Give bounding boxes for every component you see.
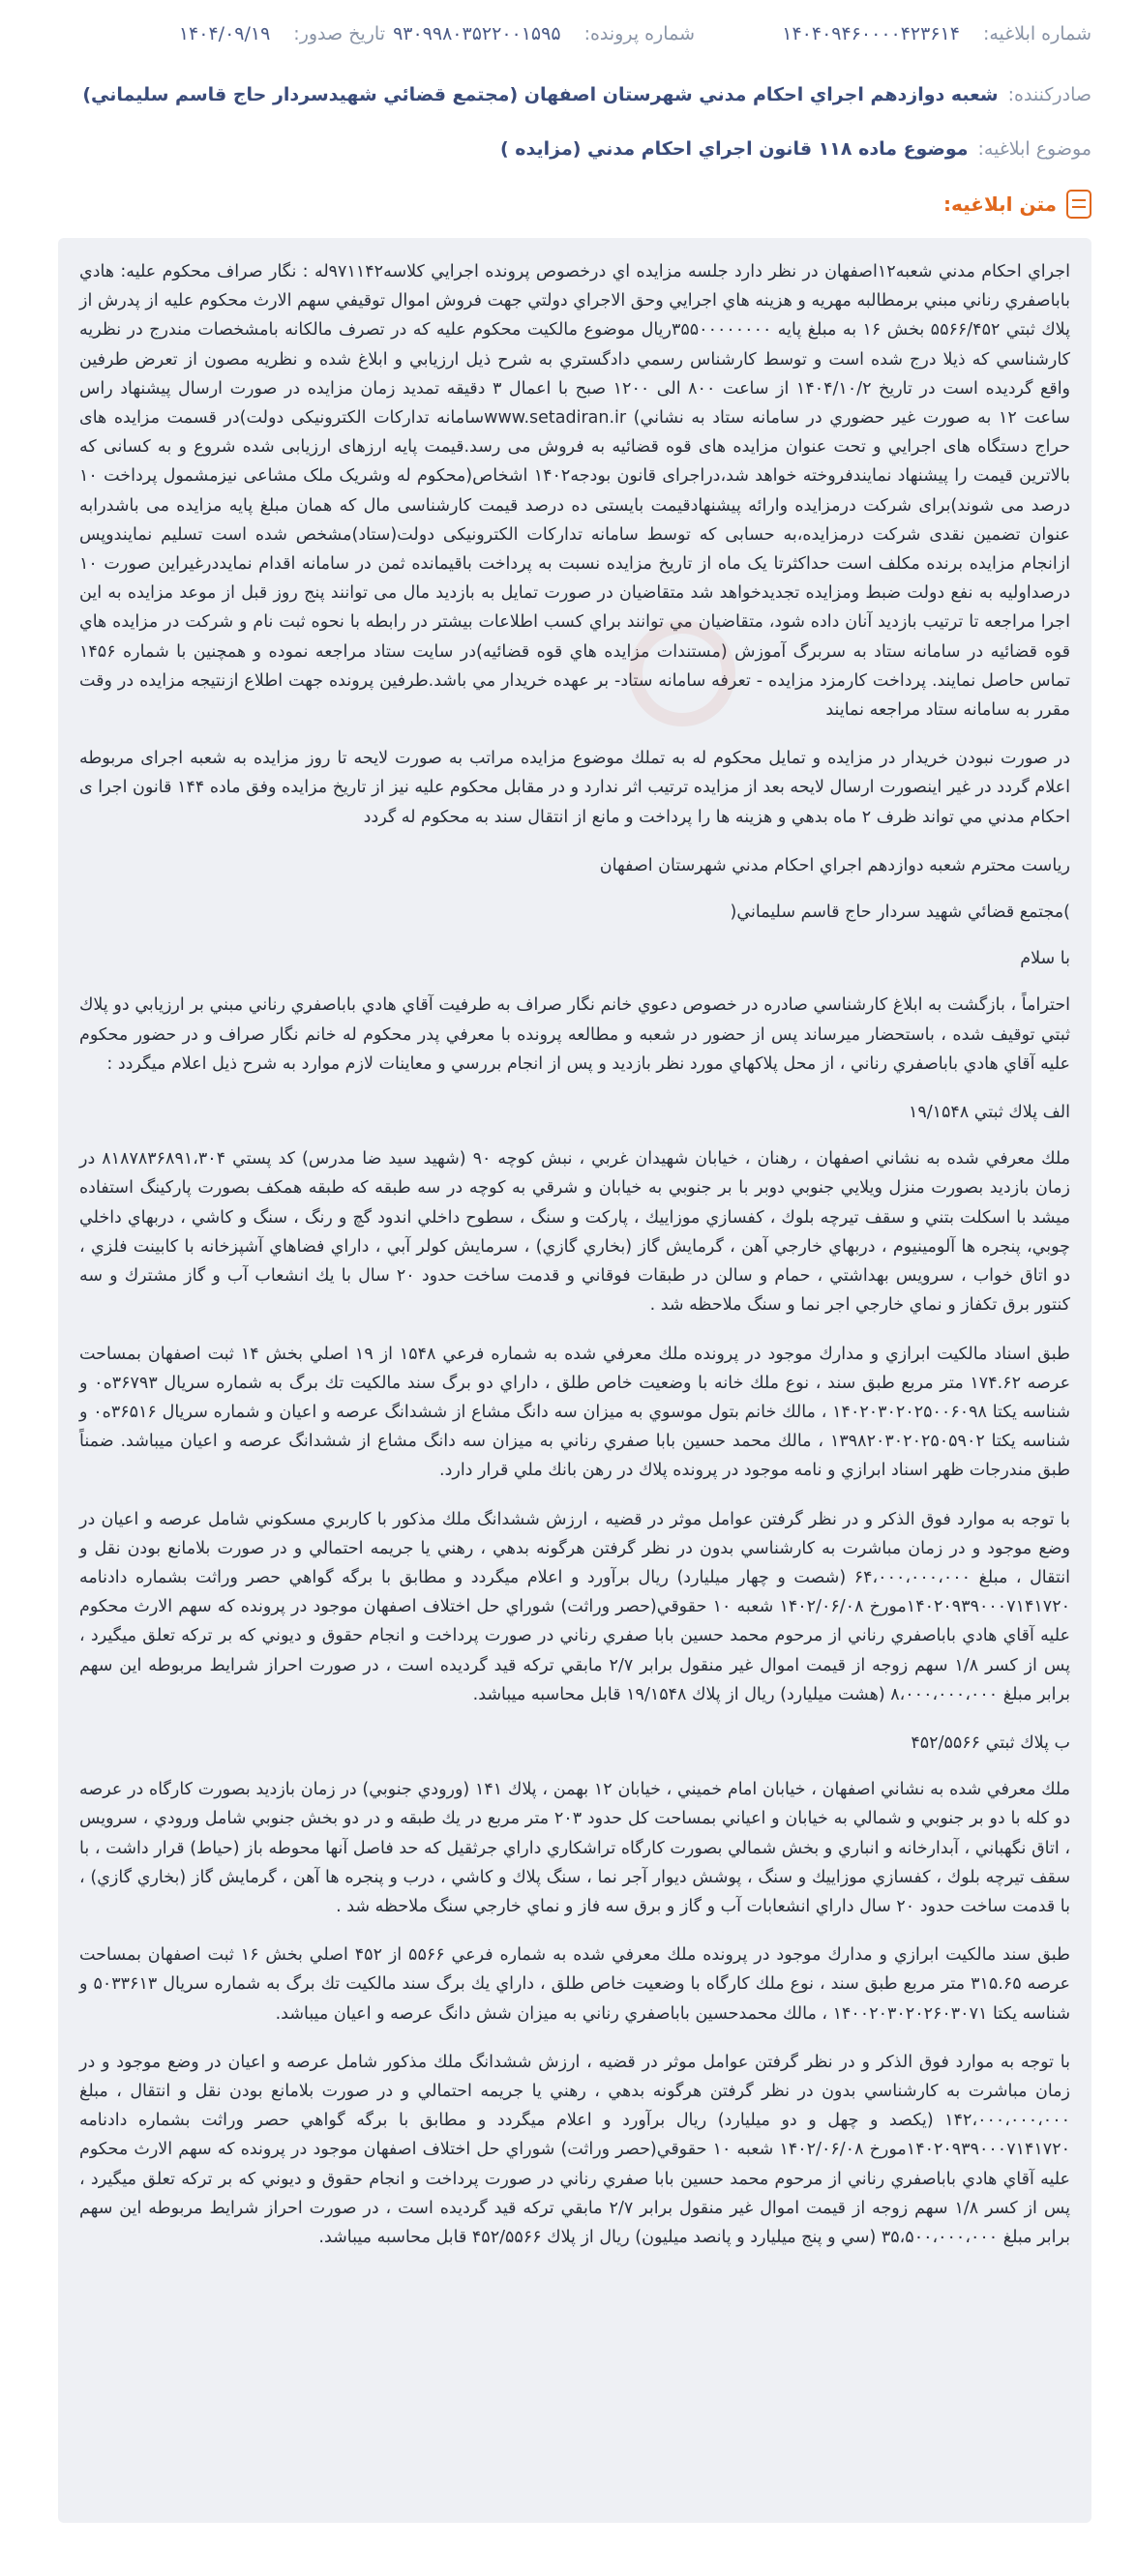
- paragraph-plot-a-valuation: با توجه به موارد فوق الذكر و در نظر گرفتن عوامل موثر در قضيه ، ارزش ششدانگ ملك مذكور با كاربري مسكوني شامل عرصه و اعيان در وضع موجود و در زمان مباشرت به كارشناسي بدون در نظر گرفتن هرگونه بدهي ، رهني يا جريمه احتمالي و در صورت بلامانع بودن نقل و انتقال ، مبلغ ۶۴،۰۰۰،۰۰۰،۰۰۰ (شصت و چهار ميليارد) ريال برآورد و اعلام ميگردد و مطابق با برگه گواهي حصر وراثت بشماره دادنامه ۱۴۰۲۰۹۳۹۰۰۰۷۱۴۱۷۲۰مورخ ۱۴۰۲/۰۶/۰۸ شعبه ۱۰ حقوقي(حصر وراثت) شوراي حل اختلاف اصفهان موجود در پرونده كه سهم الارث محكوم عليه آقاي هادي باباصفري رناني از مرحوم محمد حسين بابا صفري رناني در صورت پرداخت و انجام حقوق و ديوني كه بر تركه تعلق ميگيرد ، پس از كسر ۱/۸ سهم زوجه از قيمت اموال غير منقول برابر ۲/۷ مابقي تركه قيد گرديده است ، در صورت احراز شرايط مربوطه اين سهم برابر مبلغ ۸،۰۰۰،۰۰۰،۰۰۰ (هشت ميليارد) ريال از پلاك ۱۹/۱۵۴۸ قابل محاسبه ميباشد.: [79, 1509, 1071, 1704]
- notice-number: ۱۴۰۴۰۹۴۶۰۰۰۰۴۲۳۶۱۴: [782, 23, 960, 44]
- issuer: شعبه دوازدهم اجراي احكام مدني شهرستان اصفهان (مجتمع قضائي شهيدسردار حاج قاسم سليماني): [82, 84, 999, 105]
- paragraph-no-buyer: در صورت نبودن خريدار در مزايده و تمايل محكوم له به تملك موضوع مزايده مراتب به صورت لايحه تا روز مزايده به شعبه اجرای مربوطه اعلام گردد در غير اينصورت ارسال لايحه بعد از مزايده ترتيب اثر ندارد و در مقابل محكوم عليه نيز از تاريخ مزايده وفق ماده ۱۴۴ قانون اجرا ی احكام مدني مي تواند ظرف ۲ ماه بدهي و هزينه ها را پرداخت و مانع از انتقال سند به محكوم له گردد: [79, 749, 1070, 827]
- issuer-label: صادرکننده:: [1007, 84, 1091, 105]
- heading-plot-a: الف پلاك ثبتي ۱۹/۱۵۴۸: [908, 1103, 1070, 1123]
- issue-date: ۱۴۰۴/۰۹/۱۹: [178, 23, 271, 44]
- paragraph-plot-b-valuation: با توجه به موارد فوق الذكر و در نظر گرفتن عوامل موثر در قضيه ، ارزش ششدانگ ملك مذكور شامل عرصه و اعيان در وضع موجود و در زمان مباشرت به كارشناسي بدون در نظر گرفتن هرگونه بدهي ، رهني يا جريمه احتمالي و در صورت بلامانع بودن نقل و انتقال ، مبلغ ۱۴۲،۰۰۰،۰۰۰،۰۰۰ (يكصد و چهل و دو ميليارد) ريال برآورد و اعلام ميگردد و مطابق با برگه گواهي حصر وراثت بشماره دادنامه ۱۴۰۲۰۹۳۹۰۰۰۷۱۴۱۷۲۰مورخ ۱۴۰۲/۰۶/۰۸ شعبه ۱۰ حقوقي(حصر وراثت) شوراي حل اختلاف اصفهان موجود در پرونده كه سهم الارث محكوم عليه آقاي هادي باباصفري رناني از مرحوم محمد حسين بابا صفري رناني در صورت پرداخت و انجام حقوق و ديوني كه بر تركه تعلق ميگيرد ، پس از كسر ۱/۸ سهم زوجه از قيمت اموال غير منقول برابر ۲/۷ مابقي تركه قيد گرديده است ، در صورت احراز شرايط مربوطه اين سهم برابر مبلغ ۳۵،۵۰۰،۰۰۰،۰۰۰ (سي و پنج ميليارد و پانصد ميليون) ريال از پلاك ۴۵۲/۵۵۶۶ قابل محاسبه ميباشد.: [79, 2052, 1071, 2247]
- paragraph-greeting: با سلام: [1020, 949, 1070, 969]
- paragraph-addressee: رياست محترم شعبه دوازدهم اجراي احكام مدني شهرستان اصفهان: [599, 855, 1070, 875]
- case-number-label: شماره پرونده:: [583, 23, 695, 44]
- notice-text-title: متن ابلاغیه:: [942, 192, 1057, 216]
- paragraph-complex: )مجتمع قضائي شهيد سردار حاج قاسم سليماني(: [730, 903, 1070, 923]
- document-icon: [1066, 190, 1091, 219]
- meta-numbers-row: [58, 0, 1091, 68]
- heading-plot-b: ب پلاك ثبتي ۴۵۲/۵۵۶۶: [911, 1732, 1070, 1753]
- issue-date-label: تاریخ صدور:: [293, 23, 385, 44]
- paragraph-auction-terms: اجراي احكام مدني شعبه۱۲اصفهان در نظر دارد جلسه مزايده اي درخصوص پرونده اجرايي كلاسه۹۷۱۱۴۲له : نگار صراف محكوم عليه: هادي باباصفري رناني مبني برمطالبه مهريه و هزينه هاي اجرايي وحق الاجراي دولتي جهت فروش اموال توقيفي سهم الارث محكوم عليه از پدرش از پلاك ثبتي ۵۵۶۶/۴۵۲ بخش ۱۶ به مبلغ پايه ۳۵۵۰۰۰۰۰۰۰۰ريال موضوع مالكيت محكوم عليه كه در تصرف مالكانه بامشخصات مندرج در نظريه كارشناسي كه ذيلا درج شده است و توسط كارشناس رسمي دادگستري به شرح ذيل ارزيابي و ابلاغ شده و نظريه مصون از تعرض طرفين واقع گرديده است در تاريخ ۱۴۰۴/۱۰/۲ از ساعت ۸۰۰ الی ۱۲۰۰ صبح با اعمال ۳ دقيقه تمديد زمان مزايده در صورت ارسال پيشنهاد راس ساعت ۱۲ به صورت غير حضوري در سامانه ستاد به نشاني) www.setadiran.irسامانه تدارکات الکترونیکی دولت)در قسمت مزايده های حراج دستگاه های اجرايي و تحت عنوان مزايده های قوه قضائيه به فروش می رسد.قيمت پايه ارزهای ارزيابی شده شروع و به کسانی که بالاترين قيمت را پيشنهاد نمايندفروخته خواهد شد،دراجرای قانون بودجه۱۴۰۲ اشخاص(محکوم له وشریک ملک مشاعی نیزمشمول پرداخت ۱۰ درصد می شوند)برای شرکت درمزایده وارائه پیشنهادقیمت بایستی ده درصد قيمت كارشناسی مال كه همان مبلغ پايه مزايده می باشدرابه عنوان تضمين نقدی شرکت درمزايده،به حسابی که توسط سامانه تداركات الكترونيكی دولت(ستاد)مشخص شده است تسليم نمايندوپس ازانجام مزايده برنده مكلف است حداكثرتا يک ماه از تاريخ مزايده نسبت به پرداخت باقيمانده ثمن در سامانه اقدام نمايددرغيراين صورت ۱۰ درصداوليه به نفع دولت ضبط ومزايده تجديدخواهد شد متقاضيان در صورت تمايل به بازديد مال می توانند پنج روز قبل از موعد مزايده به اين اجرا مراجعه تا ترتيب بازديد آنان داده شود، متقاضيان مي توانند براي كسب اطلاعات بيشتر در رابطه با نحوه ثبت نام و شركت در مزايده هاي قوه قضائيه در سامانه ستاد به سربرگ آموزش (مستندات مزايده هاي قوه قضائيه)در سايت ستاد مراجعه نموده و همچنين با شماره ۱۴۵۶ تماس حاصل نمايند. پرداخت كارمزد مزايده - تعرفه سامانه ستاد- بر عهده خريدار مي باشد.طرفين پرونده جهت اطلاع ازنتيجه مزايده در وقت مقرر به سامانه ستاد مراجعه نمايند: [79, 262, 1071, 721]
- subject-row: [58, 122, 1091, 176]
- notice-meta: [58, 0, 1091, 176]
- paragraph-intro: احتراماً ، بازگشت به ابلاغ كارشناسي صادره در خصوص دعوي خانم نگار صراف به طرفيت آقاي هادي باباصفري رناني مبني بر ارزيابي دو پلاك ثبتي توقيف شده ، باستحضار ميرساند پس از حضور در شعبه و مطالعه پرونده با معرفي پدر محكوم له خانم نگار صراف و در حضور محكوم عليه آقاي هادي باباصفري رناني ، از محل پلاكهاي مورد نظر بازديد و پس از انجام بررسي و معاينات لازم موارد به شرح ذيل اعلام ميگردد :: [79, 995, 1070, 1074]
- paragraph-plot-b-ownership: طبق سند مالكيت ابرازي و مدارك موجود در پرونده ملك معرفي شده به شماره فرعي ۵۵۶۶ از ۴۵۲ اصلي بخش ۱۶ ثبت اصفهان بمساحت عرصه ۳۱۵.۶۵ متر مربع طبق سند ، نوع ملك كارگاه با وضعيت خاص طلق ، داراي يك برگ سند مالكيت تك برگ به شماره سريال ۵۰۳۳۶۱۳ و شناسه يكتا ۱۴۰۰۲۰۳۰۲۰۲۶۰۳۰۷۱ ، مالك محمدحسين باباصفري رناني به ميزان شش دانگ عرصه و اعيان ميباشد.: [79, 1945, 1070, 2024]
- issuer-row: [58, 68, 1091, 122]
- case-number: ۹۳۰۹۹۸۰۳۵۲۲۰۰۱۵۹۵: [393, 23, 561, 44]
- notice-text-box: [58, 238, 1091, 2523]
- paragraph-plot-a-ownership: طبق اسناد مالكيت ابرازي و مدارك موجود در پرونده ملك معرفي شده به شماره فرعي ۱۵۴۸ از ۱۹ اصلي بخش ۱۴ ثبت اصفهان بمساحت عرصه ۱۷۴.۶۲ متر مربع طبق سند ، نوع ملك خانه با وضعيت خاص طلق ، داراي دو برگ سند مالكيت تك برگ به شماره سريال ۳۶۷۹۳ه۰ و شناسه يكتا ۱۴۰۲۰۳۰۲۰۲۵۰۰۶۰۹۸ ، مالك خانم بتول موسوي به ميزان سه دانگ مشاع از ششدانگ عرصه و اعيان و شماره سريال ۳۶۵۱۶ه۰ و شناسه يكتا ۱۳۹۸۲۰۳۰۲۰۲۵۰۵۹۰۲ ، مالك محمد حسين بابا صفري رناني به ميزان سه دانگ مشاع از ششدانگ عرصه و اعيان ميباشد. ضمناً طبق مندرجات ظهر اسناد ابرازي و نامه موجود در پرونده پلاك در رهن بانك ملي قرار دارد.: [79, 1344, 1071, 1481]
- notice-number-label: شماره ابلاغیه:: [982, 23, 1091, 44]
- subject-label: موضوع ابلاغیه:: [977, 138, 1091, 160]
- paragraph-plot-b-description: ملك معرفي شده به نشاني اصفهان ، خيابان امام خميني ، خيابان ۱۲ بهمن ، پلاك ۱۴۱ (ورودي جنوبي) در زمان بازديد بصورت كارگاه در عرصه دو كله با دو بر جنوبي و شمالي به خيابان و اعياني بمساحت كل حدود ۲۰۳ متر مربع در يك طبقه و در دو بخش جنوبي شامل ورودي ، سرويس ، اتاق نگهباني ، آبدارخانه و انباري و بخش شمالي بصورت كارگاه تراشكاري داراي جرثقيل كه حد فاصل آنها محوطه باز (حياط) قرار داشت ، با سقف تيرچه بلوك ، كفسازي موزاييك و سنگ ، پوشش ديوار آجر نما ، سنگ پلاك و كاشي ، درب و پنجره ها آهن ، گرمايش گاز (بخاري گازي) ، با قدمت ساخت حدود ۲۰ سال داراي انشعابات آب و گاز و برق سه فاز و نماي خارجي سنگ ملاحظه شد .: [79, 1780, 1070, 1916]
- notice-text-heading: [943, 190, 1091, 219]
- paragraph-plot-a-description: ملك معرفي شده به نشاني اصفهان ، رهنان ، خيابان شهيدان غربي ، نبش كوچه ۹۰ (شهيد سيد ضا مدرس) كد پستي ۸۱۸۷۸۳۶۸۹۱،۳۰۴ در زمان بازديد بصورت منزل ويلايي جنوبي دوبر با بر جنوبي به خيابان و شرقي به كوچه در سه طبقه كه طبقه همكف بصورت پاركينگ استفاده ميشد با اسكلت بتني و سقف تيرچه بلوك ، كفسازي موزاييك ، پاركت و سنگ ، سطوح داخلي اندود گچ و رنگ ، سنگ و كاشي ، دربهاي داخلي چوبي، پنجره ها آلومينيوم ، دربهاي خارجي آهن ، گرمايش گاز (بخاري گازي) ، سرمايش كولر آبي ، داراي فضاهاي آشپزخانه با كابينت فلزي ، دو اتاق خواب ، سرويس بهداشتي ، حمام و سالن در طبقات فوقاني و قدمت ساخت حدود ۲۰ سال با يك انشعاب آب و گاز مشترك و سه كنتور برق تكفاز و نماي خارجي اجر نما و سنگ ملاحظه شد .: [79, 1149, 1070, 1316]
- subject: موضوع ماده ۱۱۸ قانون اجراي احكام مدني (مزايده ): [500, 138, 969, 160]
